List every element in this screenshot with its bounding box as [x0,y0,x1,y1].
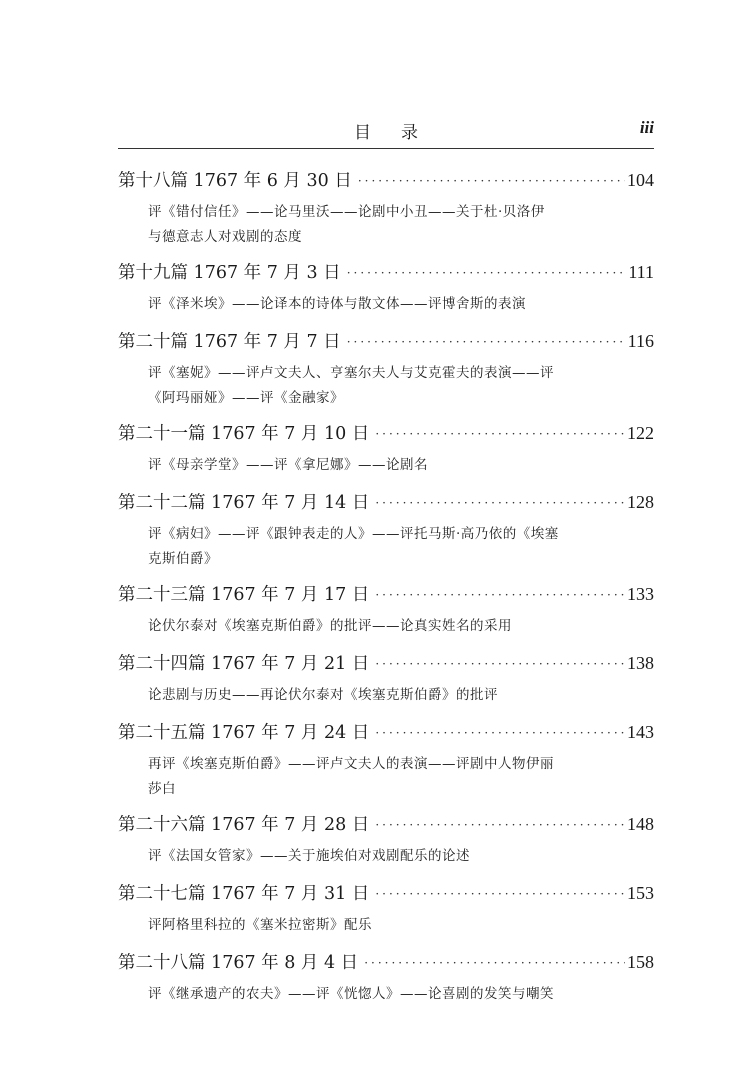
description-line: 论悲剧与历史——再论伏尔泰对《埃塞克斯伯爵》的批评 [148,687,498,703]
toc-entry-page-number: 158 [627,952,654,972]
toc-entry[interactable] [118,166,654,250]
description-line: 莎白 [148,781,176,797]
dot-leader [375,420,625,448]
toc-entry[interactable] [118,258,654,317]
toc-entry[interactable] [118,580,654,639]
dot-leader [347,259,627,287]
toc-entry-description [118,614,654,639]
dot-leader [347,328,626,356]
dot-leader [375,719,625,747]
description-line: 评《错付信任》——论马里沃——论剧中小丑——关于杜·贝洛伊 [148,204,545,220]
dot-leader [358,167,625,195]
toc-entry-page-number: 143 [627,722,654,742]
toc-entry-page-number: 138 [627,653,654,673]
dot-leader [375,880,625,908]
description-line: 再评《埃塞克斯伯爵》——评卢文夫人的表演——评剧中人物伊丽 [148,756,554,772]
dot-leader [375,650,625,678]
toc-entry-heading[interactable] [118,488,654,516]
toc-entry-title: 第二十三篇 1767 年 7 月 17 日 [118,585,370,605]
toc-entry-description [118,844,654,869]
toc-entry-title: 第二十一篇 1767 年 7 月 10 日 [118,424,370,444]
toc-entry-title: 第二十篇 1767 年 7 月 7 日 [118,332,341,352]
toc-entry-heading[interactable] [118,948,654,976]
toc-entry-description [118,453,654,478]
toc-entry-description [118,292,654,317]
toc-entry-page-number: 133 [627,584,654,604]
toc-entry[interactable] [118,327,654,411]
toc-entry[interactable] [118,948,654,1007]
toc-entry-heading[interactable] [118,718,654,746]
toc-entry-description [118,522,654,572]
page-title: 目录 [354,123,448,143]
toc-entry-page-number: 116 [627,331,654,351]
toc-entry-heading[interactable] [118,649,654,677]
toc-entry-title: 第十九篇 1767 年 7 月 3 日 [118,263,341,283]
toc-entry-page-number: 122 [627,423,654,443]
header-page-number: iii [639,118,654,137]
description-line: 评《法国女管家》——关于施埃伯对戏剧配乐的论述 [148,848,470,864]
description-line: 评《母亲学堂》——评《拿尼娜》——论剧名 [148,457,428,473]
description-line: 与德意志人对戏剧的态度 [148,229,302,245]
toc-entry-description [118,982,654,1007]
description-line: 评《病妇》——评《跟钟表走的人》——评托马斯·高乃依的《埃塞 [148,526,559,542]
description-line: 《阿玛丽娅》——评《金融家》 [148,390,344,406]
toc-entry-heading[interactable] [118,258,654,286]
dot-leader [375,811,625,839]
toc-entry-heading[interactable] [118,166,654,194]
toc-entry-heading[interactable] [118,810,654,838]
toc-entry-description [118,913,654,938]
description-line: 论伏尔泰对《埃塞克斯伯爵》的批评——论真实姓名的采用 [148,618,512,634]
description-line: 评《泽米埃》——论译本的诗体与散文体——评博舍斯的表演 [148,296,526,312]
toc-entry[interactable] [118,419,654,478]
description-line: 评《塞妮》——评卢文夫人、亨塞尔夫人与艾克霍夫的表演——评 [148,365,554,381]
toc-entry-title: 第二十四篇 1767 年 7 月 21 日 [118,654,370,674]
dot-leader [375,489,625,517]
toc-entry-title: 第二十七篇 1767 年 7 月 31 日 [118,884,370,904]
table-of-contents [118,166,654,1017]
toc-entry[interactable] [118,488,654,572]
toc-entry[interactable] [118,649,654,708]
toc-entry-title: 第二十八篇 1767 年 8 月 4 日 [118,953,359,973]
toc-entry-heading[interactable] [118,879,654,907]
toc-entry-description [118,200,654,250]
toc-entry-title: 第二十五篇 1767 年 7 月 24 日 [118,723,370,743]
toc-entry-heading[interactable] [118,419,654,447]
toc-entry-page-number: 111 [628,262,654,282]
toc-entry-title: 第二十六篇 1767 年 7 月 28 日 [118,815,370,835]
toc-entry-page-number: 148 [627,814,654,834]
toc-entry-page-number: 104 [627,170,654,190]
header-rule [118,148,654,149]
toc-entry[interactable] [118,718,654,802]
toc-entry-description [118,361,654,411]
toc-entry-heading[interactable] [118,327,654,355]
toc-entry-page-number: 128 [627,492,654,512]
toc-entry-page-number: 153 [627,883,654,903]
toc-entry-title: 第十八篇 1767 年 6 月 30 日 [118,171,352,191]
toc-entry-description [118,752,654,802]
toc-entry[interactable] [118,879,654,938]
description-line: 克斯伯爵》 [148,551,218,567]
description-line: 评《继承遗产的农夫》——评《恍惚人》——论喜剧的发笑与嘲笑 [148,986,554,1002]
toc-entry-title: 第二十二篇 1767 年 7 月 14 日 [118,493,370,513]
running-header [118,116,654,146]
dot-leader [375,581,625,609]
toc-entry[interactable] [118,810,654,869]
dot-leader [364,949,625,977]
toc-entry-heading[interactable] [118,580,654,608]
toc-entry-description [118,683,654,708]
description-line: 评阿格里科拉的《塞米拉密斯》配乐 [148,917,372,933]
